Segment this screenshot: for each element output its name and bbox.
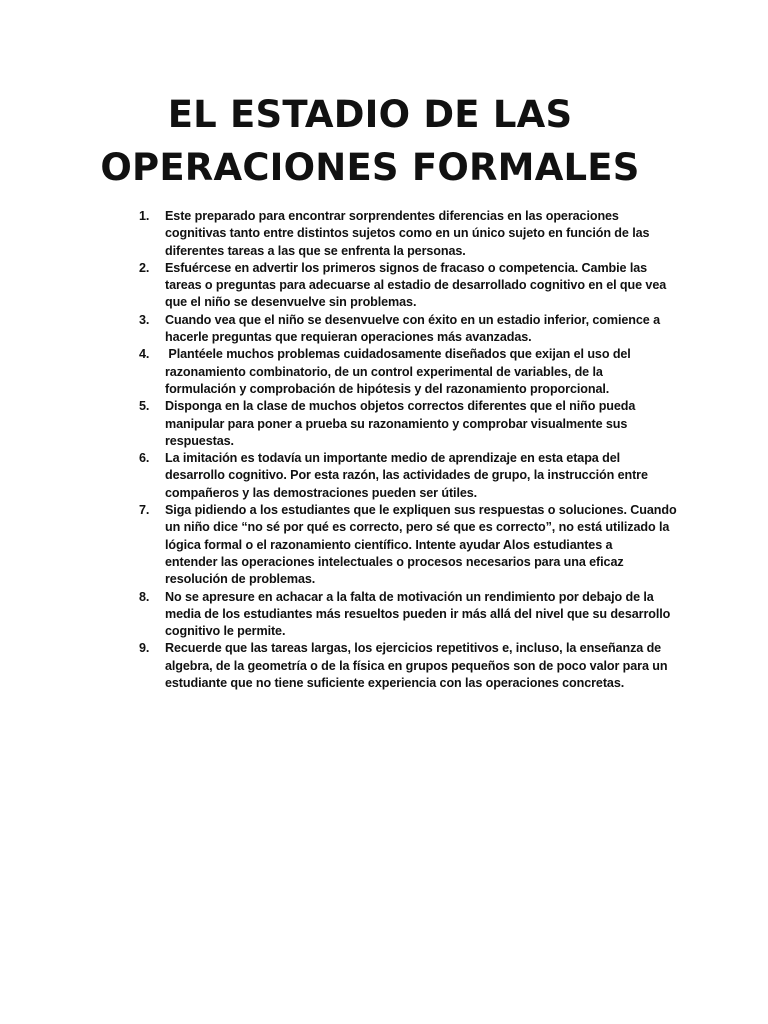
list-item xyxy=(0,589,671,641)
list-item-line: compañeros y las demostraciones pueden ser útiles. xyxy=(165,485,478,500)
list-item-line: diferentes tareas a las que se enfrenta la personas. xyxy=(165,243,466,258)
list-item xyxy=(0,260,667,312)
list-item-line: cognitivo le permite. xyxy=(165,624,286,639)
list-item-line: un niño dice “no sé por qué es correcto, pero sé que es correcto”, no está utilizado la xyxy=(165,520,670,535)
list-item xyxy=(0,312,660,347)
list-item-number: 2. xyxy=(139,260,150,275)
list-item xyxy=(0,502,677,588)
list-item-line: respuestas. xyxy=(165,433,234,448)
list-item-line: manipular para poner a prueba su razonamiento y comprobar visualmente sus xyxy=(165,416,628,431)
list-item-line: No se apresure en achacar a la falta de motivación un rendimiento por debajo de la xyxy=(165,589,654,604)
list-item-number: 8. xyxy=(139,589,150,604)
list-item-line: Este preparado para encontrar sorprendentes diferencias en las operaciones xyxy=(165,209,619,223)
list-item-line: razonamiento combinatorio, de un control experimental de variables, de la xyxy=(165,364,603,379)
list-item-line: estudiante que no tiene suficiente experiencia con las operaciones concretas. xyxy=(165,676,625,691)
list-item-line: media de los estudiantes más resueltos pueden ir más allá del nivel que su desarrollo xyxy=(165,606,671,621)
list-item-line: Cuando vea que el niño se desenvuelve con éxito en un estadio inferior, comience a xyxy=(165,312,660,327)
list-item-line: lógica formal o el razonamiento científico. Intente ayudar Alos estudiantes a xyxy=(165,537,613,552)
list-item-line: tareas o preguntas para adecuarse al estadio de desarrollado cognitivo en el que vea xyxy=(165,278,667,293)
list-item xyxy=(0,208,660,260)
title-line-1: EL ESTADIO DE LAS xyxy=(167,93,573,136)
list-item xyxy=(0,640,668,692)
list-item-line: algebra, de la geometría o de la física en grupos pequeños son de poco valor para un xyxy=(165,658,668,673)
numbered-list xyxy=(0,208,768,692)
list-item xyxy=(0,450,660,502)
list-item-number: 4. xyxy=(139,347,150,362)
list-item-line: Plantéele muchos problemas cuidadosamente diseñados que exijan el uso del xyxy=(165,347,631,362)
list-item-line: resolución de problemas. xyxy=(165,572,316,587)
list-item-number: 9. xyxy=(139,641,150,656)
list-item xyxy=(0,398,660,450)
list-item-line: entender las operaciones intelectuales o procesos necesarios para una eficaz xyxy=(165,554,624,569)
list-item-line: Disponga en la clase de muchos objetos correctos diferentes que el niño pueda xyxy=(165,399,636,414)
title-line-2: OPERACIONES FORMALES xyxy=(100,146,640,189)
list-item-number: 6. xyxy=(139,451,150,466)
list-item-line: Siga pidiendo a los estudiantes que le expliquen sus respuestas o soluciones. Cuando xyxy=(165,503,677,518)
page-title xyxy=(60,88,680,194)
list-item-line: hacerle preguntas que requieran operaciones más avanzadas. xyxy=(165,330,532,345)
list-item-line: Recuerde que las tareas largas, los ejercicios repetitivos e, incluso, la enseñanza de xyxy=(165,641,662,656)
list-item-number: 7. xyxy=(139,503,150,518)
list-item-line: desarrollo cognitivo. Por esta razón, las actividades de grupo, la instrucción entre xyxy=(165,468,648,483)
list-item-line: Esfuércese en advertir los primeros signos de fracaso o competencia. Cambie las xyxy=(165,260,648,275)
list-item-number: 5. xyxy=(139,399,150,414)
list-item-number: 1. xyxy=(139,209,150,223)
list-item-line: La imitación es todavía un importante medio de aprendizaje en esta etapa del xyxy=(165,451,620,466)
list-item-line: formulación y comprobación de hipótesis y del razonamiento proporcional. xyxy=(165,381,610,396)
list-item-line: cognitivas tanto entre distintos sujetos como en un único sujeto en función de las xyxy=(165,226,650,241)
list-item-number: 3. xyxy=(139,312,150,327)
list-item xyxy=(0,346,660,398)
list-item-line: que el niño se desenvuelve sin problemas. xyxy=(165,295,417,310)
